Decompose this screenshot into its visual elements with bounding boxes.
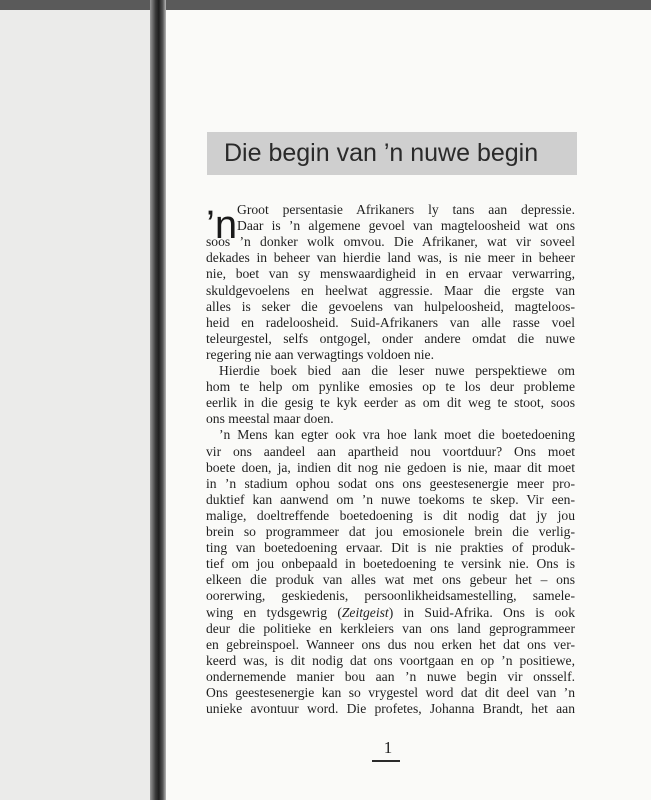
body-line: Ons geestesenergie kan so vrygestel word dat dit deel van ’n [206,685,575,700]
body-line: Daar is ’n algemene gevoel van magteloosheid wat ons [237,218,575,234]
body-line: ons meestal maar doen. [206,411,334,427]
body-line [206,604,575,621]
chapter-title: Die begin van ’n nuwe begin [224,139,539,167]
book-spine [150,0,166,800]
body-line: in ’n stadium ophou sodat ons ons geestesenergie meer pro- [206,475,575,491]
body-line: Groot persentasie Afrikaners ly tans aan depressie. [237,202,575,217]
body-line: teleurgestel, selfs ontgogel, onder andere omdat die nuwe [206,330,575,346]
body-line: brein so programmeer dat jou emosionele brein die verlig- [206,524,575,539]
body-line: Hierdie boek bied aan die leser nuwe perspektiewe om [219,363,575,378]
drop-cap: ’n [206,203,238,247]
line-segment: wing en tydsgewrig ( [206,604,342,620]
body-line: eerlik in die gesig te kyk eerder as om dit weg te stoot, soos [206,395,575,411]
body-line: skuldgevoelens en heelwat aggressie. Maar die ergste van [206,282,575,298]
body-line: unieke avontuur word. Die profetes, Johanna Brandt, het aan [206,701,575,717]
body-line: boete doen, ja, indien dit nog nie gedoen is nie, maar dit moet [206,459,575,475]
body-line: tief om jou onbepaald in boetedoening te versink nie. Ons is [206,556,575,572]
body-line: ting van boetedoening ervaar. Dit is nie prakties of produk- [206,540,575,556]
body-line: en gebreinspoel. Wanneer ons dus nou erken het dat ons ver- [206,636,575,652]
body-line: nie, boet van sy menswaardigheid in en ervaar verwarring, [206,266,575,282]
italic-term: Zeitgeist [341,604,389,620]
body-line: dekades in beheer van hierdie land was, is nie meer in beheer [206,250,575,266]
body-line: vir ons aandeel aan apartheid nou voortduur? Ons moet [206,443,575,459]
body-line: regering nie aan verwagtings voldoen nie. [206,346,434,362]
body-line: duktief kan aanwend om ’n nuwe toekoms te skep. Vir een- [206,491,575,507]
scan-top-edge [0,0,651,10]
page-number: 1 [383,738,393,757]
body-line: deur die politieke en kerkleiers van ons land geprogrammeer [206,620,575,636]
body-line: ’n Mens kan egter ook vra hoe lank moet die boetedoening [219,427,575,443]
body-line: elkeen die produk van alles wat met ons gebeur het – ons [206,572,575,588]
page-number-underline [372,760,400,762]
body-line: oorerwing, geskiedenis, persoonlikheidsamestelling, samele- [206,588,575,604]
body-line: hom te help om pynlike emosies op te los deur probleme [206,379,575,395]
body-line: keerd was, is dit nodig dat ons voortgaan en op ’n positiewe, [206,652,575,668]
left-page [0,10,150,800]
line-segment: ) in Suid-Afrika. Ons is ook [388,604,575,620]
body-line: malige, doeltreffende boetedoening is dit nodig dat jy jou [206,507,575,523]
body-line: heid en radeloosheid. Suid-Afrikaners van alle rasse voel [206,314,575,330]
body-line: ondernemende manier bou aan ’n nuwe begin vir onsself. [206,668,575,684]
body-line: alles is seker die gevoelens van hulpeloosheid, magteloos- [206,298,575,314]
body-line: soos ’n donker wolk omvou. Die Afrikaner, wat vir soveel [206,234,575,250]
